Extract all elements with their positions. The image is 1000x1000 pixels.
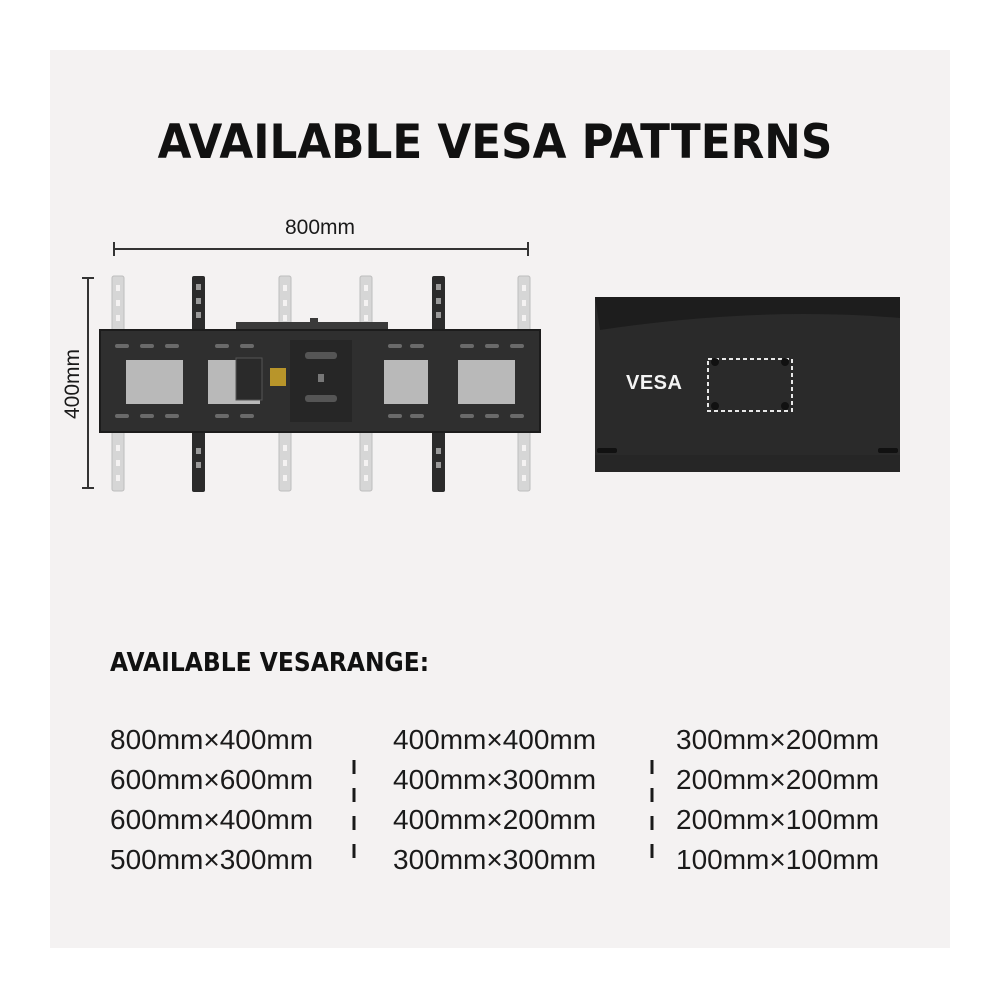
range-column-2 bbox=[393, 720, 596, 880]
range-column-1 bbox=[110, 720, 313, 880]
range-item: 400mm×300mm bbox=[393, 764, 597, 795]
range-item: 600mm×400mm bbox=[110, 804, 314, 835]
range-column-3 bbox=[676, 720, 879, 880]
range-item: 300mm×200mm bbox=[676, 724, 880, 755]
range-item: 500mm×300mm bbox=[110, 844, 314, 875]
range-item: 200mm×200mm bbox=[676, 764, 880, 795]
tv-vesa-label: VESA bbox=[626, 372, 683, 394]
page-title: AVAILABLE VESA PATTERNS bbox=[157, 115, 833, 170]
range-item: 600mm×600mm bbox=[110, 764, 314, 795]
range-item: 100mm×100mm bbox=[676, 844, 880, 875]
range-heading: AVAILABLE VESARANGE: bbox=[110, 648, 430, 678]
range-item: 200mm×100mm bbox=[676, 804, 880, 835]
height-label: 400mm bbox=[61, 348, 84, 419]
range-item: 800mm×400mm bbox=[110, 724, 314, 755]
range-item: 300mm×300mm bbox=[393, 844, 597, 875]
width-label: 800mm bbox=[284, 216, 356, 239]
width-dimension-arrow-icon bbox=[114, 242, 528, 256]
range-item: 400mm×400mm bbox=[393, 724, 597, 755]
range-item: 400mm×200mm bbox=[393, 804, 597, 835]
